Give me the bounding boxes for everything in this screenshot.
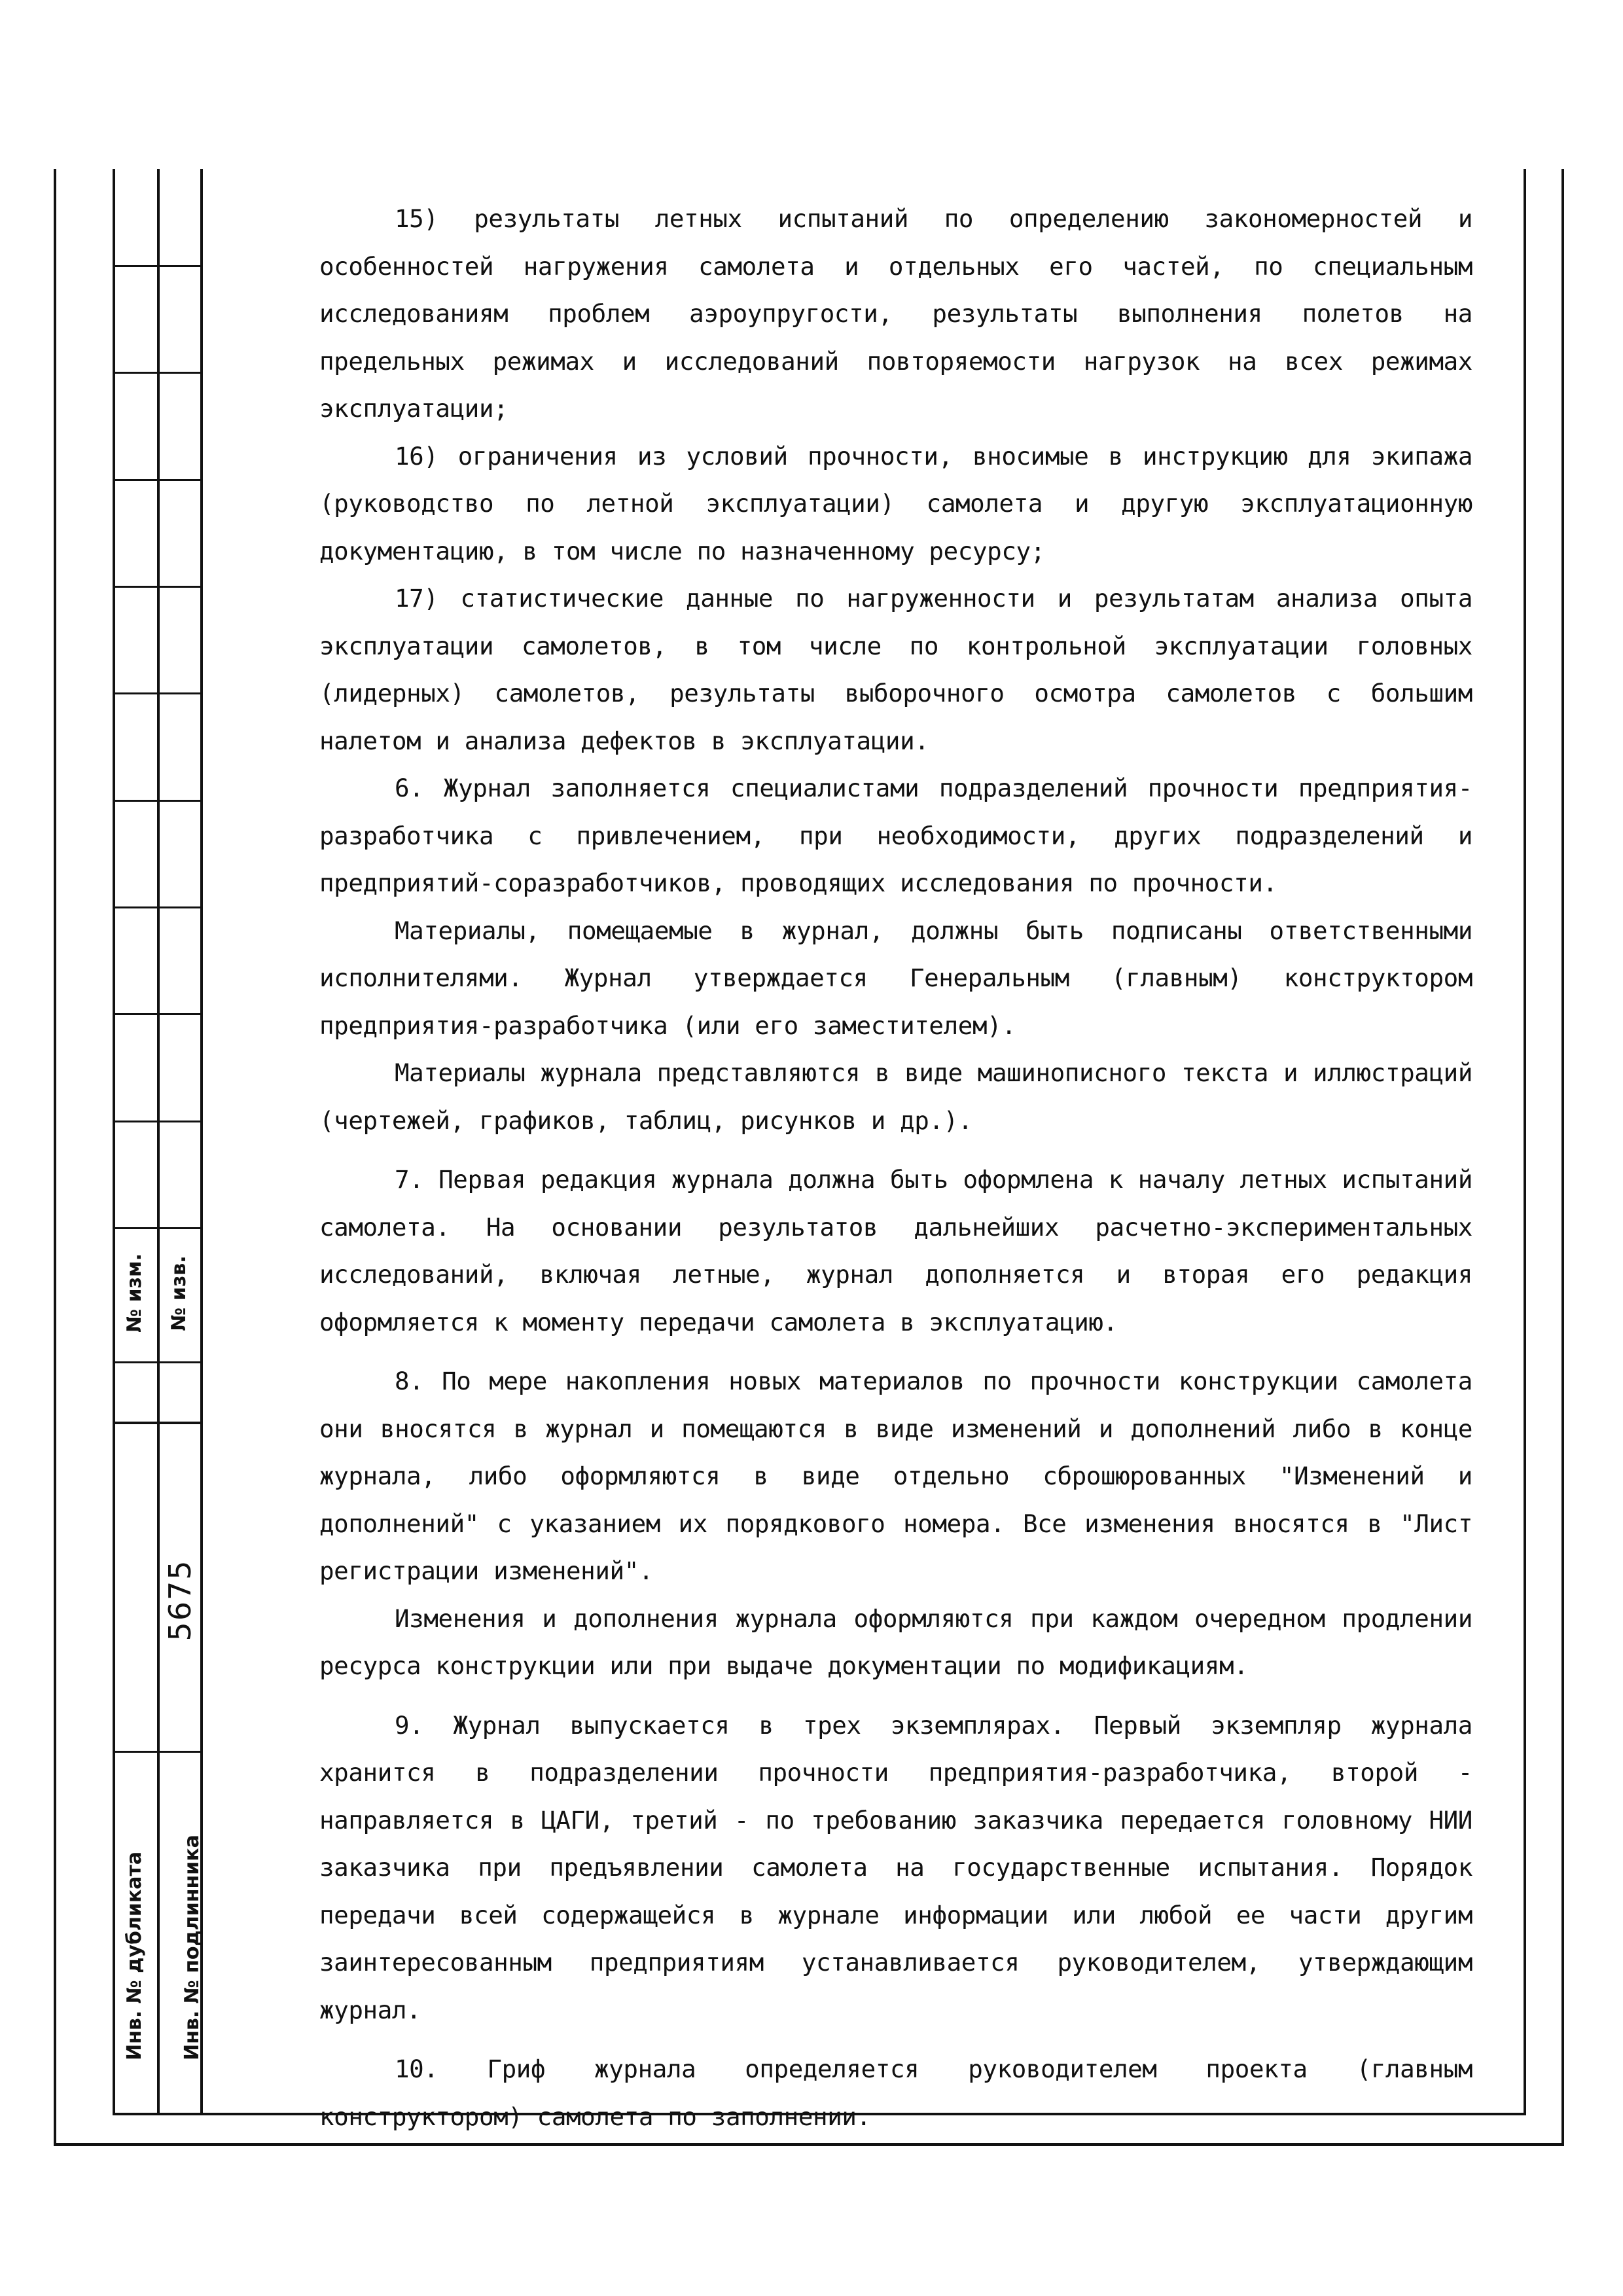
paragraph-7: 7. Первая редакция журнала должна быть оформлена к началу летных испытаний самолета. На основании результатов дальнейших расчетно-экспериментальных исследований, включая летные, журнал дополняется и вторая его редакция оформляется к моменту передачи самолета в эксплуатацию.: [319, 1165, 1472, 1336]
paragraph-6: 6. Журнал заполняется специалистами подразделений прочности предприятия-разработчика с привлечением, при необходимости, других подразделений и предприятий-соразработчиков, проводящих исследования по прочности.: [319, 774, 1472, 897]
paragraph-item-17: 17) статистические данные по нагруженности и результатам анализа опыта эксплуатации самолетов, в том числе по контрольной эксплуатации головных (лидерных) самолетов, результаты выборочного осмотра самолетов с большим налетом и анализа дефектов в эксплуатации.: [319, 584, 1472, 755]
stamp-row-line: [113, 479, 203, 481]
paragraph-6-signatures: Материалы, помещаемые в журнал, должны быть подписаны ответственными исполнителями. Журнал утверждается Генеральным (главным) конструктором предприятия-разработчика (или его заместителем).: [319, 916, 1472, 1040]
stamp-row-line: [113, 372, 203, 374]
izv-label: № изв.: [168, 1255, 190, 1331]
paragraph-item-16: 16) ограничения из условий прочности, вносимые в инструкцию для экипажа (руководство по летной эксплуатации) самолета и другую эксплуатационную документацию, в том числе по назначенному ресурсу;: [319, 441, 1472, 565]
stamp-row-line: [113, 1422, 203, 1424]
paragraph-6-materials: Материалы журнала представляются в виде машинописного текста и иллюстраций (чертежей, графиков, таблиц, рисунков и др.).: [319, 1058, 1472, 1135]
stamp-row-line: [113, 1751, 203, 1753]
paragraph-8-changes: Изменения и дополнения журнала оформляются при каждом очередном продлении ресурса конструкции или при выдаче документации по модификациям.: [319, 1604, 1472, 1680]
stamp-row-line: [113, 1013, 203, 1015]
dubl-label: Инв. № дубликата: [123, 1851, 146, 2060]
paragraph-10: 10. Гриф журнала определяется руководителем проекта (главным конструктором) самолета по заполнении.: [319, 2054, 1472, 2131]
stamp-col-line-2: [157, 169, 160, 2115]
stamp-col-line-3: [200, 169, 203, 2115]
stamp-row-line: [113, 1361, 203, 1363]
stamp-row-line: [113, 586, 203, 588]
document-body: [319, 195, 1472, 2140]
paragraph-8: 8. По мере накопления новых материалов по прочности конструкции самолета они вносятся в журнал и помещаются в виде изменений и дополнений либо в конце журнала, либо оформляются в виде отдельно сброшюрованных "Изменений и дополнений" с указанием их порядкового номера. Все изменения вносятся в "Лист регистрации изменений".: [319, 1367, 1472, 1585]
stamp-row-line: [113, 1227, 203, 1229]
stamp-row-line: [113, 1121, 203, 1122]
frame-inner-right-line: [1524, 169, 1526, 2115]
frame-left-border: [54, 169, 56, 2145]
frame-right-border: [1561, 169, 1564, 2145]
paragraph-item-15: 15) результаты летных испытаний по определению закономерностей и особенностей нагружения самолета и отдельных его частей, по специальным исследованиям проблем аэроупругости, результаты выполнения полетов на предельных режимах и исследований повторяемости нагрузок на всех режимах эксплуатации;: [319, 204, 1472, 423]
frame-bottom-border: [54, 2143, 1564, 2146]
paragraph-9: 9. Журнал выпускается в трех экземплярах. Первый экземпляр журнала хранится в подразделении прочности предприятия-разработчика, второй - направляется в ЦАГИ, третий - по требованию заказчика передается головному НИИ заказчика при предъявлении самолета на государственные испытания. Порядок передачи всей содержащейся в журнале информации или любой ее части другим заинтересованным предприятиям устанавливается руководителем, утверждающим журнал.: [319, 1710, 1472, 2024]
stamp-row-line: [113, 906, 203, 908]
stamp-row-line: [113, 800, 203, 802]
stamp-row-line: [113, 265, 203, 267]
stamp-row-line: [113, 692, 203, 694]
inventory-number: 5675: [162, 1559, 198, 1641]
podl-label: Инв. № подлинника: [181, 1835, 204, 2060]
izm-label: № изм.: [123, 1253, 146, 1333]
stamp-col-line-1: [113, 169, 115, 2115]
